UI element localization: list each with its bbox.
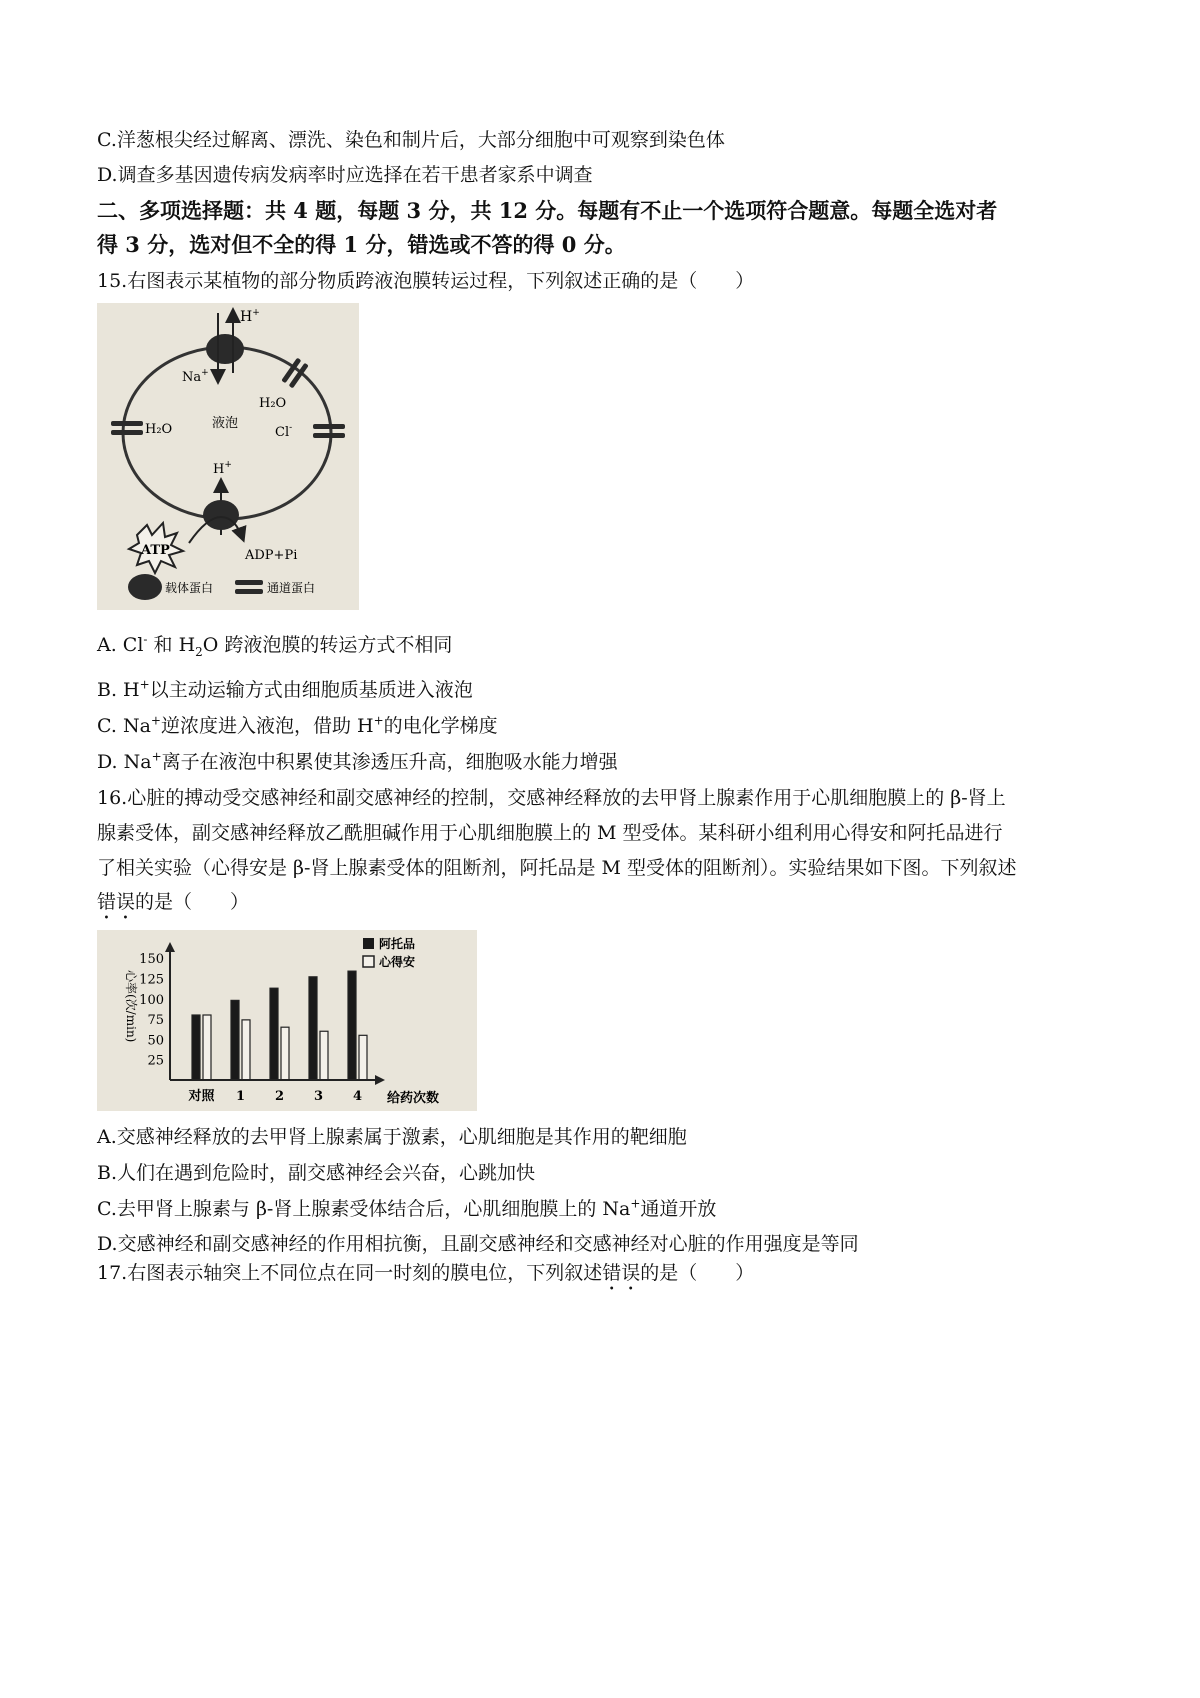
legend-channel-label: 通道蛋白	[267, 581, 316, 595]
legend-channel-icon	[235, 580, 263, 585]
y-tick-label: 25	[147, 1053, 164, 1069]
q16-heart-rate-chart	[97, 930, 477, 1111]
bar-atropine	[309, 977, 317, 1080]
q16-stem-line2: 腺素受体，副交感神经释放乙酰胆碱作用于心肌细胞膜上的 M 型受体。某科研小组利用心得安和阿托品进行	[97, 822, 1003, 844]
left-channel-protein	[111, 421, 143, 435]
legend-swatch-propranolol	[363, 956, 374, 967]
h-top-label: H+	[240, 308, 260, 325]
q15-option-b: B. H+以主动运输方式由细胞质基质进入液泡	[97, 677, 473, 701]
q16-option-a: A.交感神经释放的去甲肾上腺素属于激素，心肌细胞是其作用的靶细胞	[97, 1126, 687, 1148]
bar-atropine	[192, 1015, 200, 1080]
top-carrier-protein	[206, 334, 244, 364]
x-category-label: 3	[313, 1089, 324, 1104]
q15-option-a: A. Cl- 和 $H_2O$ 跨液泡膜的转运方式不相同	[97, 632, 453, 659]
na-label: Na+	[182, 368, 209, 385]
y-tick-label: 100	[139, 992, 164, 1008]
bar-atropine	[270, 988, 278, 1080]
prev-option-d: D.调查多基因遗传病发病率时应选择在若干患者家系中调查	[97, 164, 593, 186]
h-bottom-label: H+	[213, 460, 232, 477]
y-tick-label: 125	[139, 972, 164, 988]
adp-label: ADP+Pi	[245, 548, 298, 563]
q16-stem-line3: 了相关实验（心得安是 β-肾上腺素受体的阻断剂，阿托品是 M 型受体的阻断剂）。实验结果如下图。下列叙述	[97, 857, 1017, 879]
legend-carrier-icon	[128, 574, 162, 600]
bar-propranolol	[281, 1027, 289, 1080]
x-axis-arrow	[375, 1075, 385, 1085]
bottom-carrier-protein	[203, 500, 239, 530]
y-tick-label: 150	[139, 952, 164, 968]
atp-label: ATP	[141, 543, 170, 558]
q16-option-d: D.交感神经和副交感神经的作用相抗衡，且副交感神经和交感神经对心脏的作用强度是等同	[97, 1233, 859, 1255]
legend-swatch-atropine	[363, 938, 374, 949]
q17-stem: 17.右图表示轴突上不同位点在同一时刻的膜电位，下列叙述错误的是（ ）	[97, 1262, 755, 1284]
right-channel-protein	[313, 424, 345, 438]
bar-atropine	[231, 1000, 239, 1080]
legend-carrier-label: 载体蛋白	[165, 581, 214, 595]
x-category-label: 1	[235, 1089, 246, 1104]
q16-stem-line1: 16.心脏的搏动受交感神经和副交感神经的控制，交感神经释放的去甲肾上腺素作用于心肌细胞膜上的 β-肾上	[97, 787, 1006, 809]
bar-propranolol	[242, 1020, 250, 1080]
bar-propranolol	[203, 1015, 211, 1080]
prev-option-c: C.洋葱根尖经过解离、漂洗、染色和制片后，大部分细胞中可观察到染色体	[97, 129, 725, 151]
bar-atropine	[348, 971, 356, 1080]
q16-option-b: B.人们在遇到危险时，副交感神经会兴奋，心跳加快	[97, 1162, 536, 1184]
section2-heading-line2: 得 3 分，选对但不全的得 1 分，错选或不答的得 0 分。	[97, 232, 626, 257]
q15-option-c: C. Na+逆浓度进入液泡，借助 H+的电化学梯度	[97, 713, 498, 737]
q15-vacuole-figure	[97, 303, 359, 610]
q15-option-d: D. Na+离子在液泡中积累使其渗透压升高，细胞吸水能力增强	[97, 749, 618, 773]
bar-propranolol	[359, 1035, 367, 1080]
x-axis-label: 给药次数	[387, 1091, 440, 1106]
y-tick-label: 75	[147, 1013, 164, 1029]
x-category-label: 对照	[188, 1089, 215, 1104]
y-tick-label: 50	[147, 1033, 164, 1049]
legend-label-propranolol: 心得安	[379, 955, 416, 969]
y-axis-label: 心率(次/min)	[124, 970, 138, 1043]
section2-heading-line1: 二、多项选择题：共 4 题，每题 3 分，共 12 分。每题有不止一个选项符合题意。每题全选对者	[97, 198, 998, 223]
x-category-label: 2	[274, 1089, 285, 1104]
q15-stem: 15.右图表示某植物的部分物质跨液泡膜转运过程，下列叙述正确的是（ ）	[97, 270, 755, 292]
q16-option-c: C.去甲肾上腺素与 β-肾上腺素受体结合后，心肌细胞膜上的 Na+通道开放	[97, 1196, 717, 1220]
h2o-left-label: H₂O	[145, 422, 173, 437]
vacuole-label: 液泡	[212, 416, 239, 431]
legend-label-atropine: 阿托品	[379, 937, 416, 951]
h2o-right-label: H₂O	[259, 396, 287, 411]
q16-stem-line4: 错误的是（ ）	[97, 891, 250, 913]
y-axis-arrow	[165, 942, 175, 952]
vacuole-diagram	[97, 303, 359, 610]
bar-propranolol	[320, 1031, 328, 1080]
heart-rate-bar-chart	[97, 930, 477, 1111]
cl-label: Cl-	[275, 423, 293, 440]
x-category-label: 4	[352, 1089, 363, 1104]
